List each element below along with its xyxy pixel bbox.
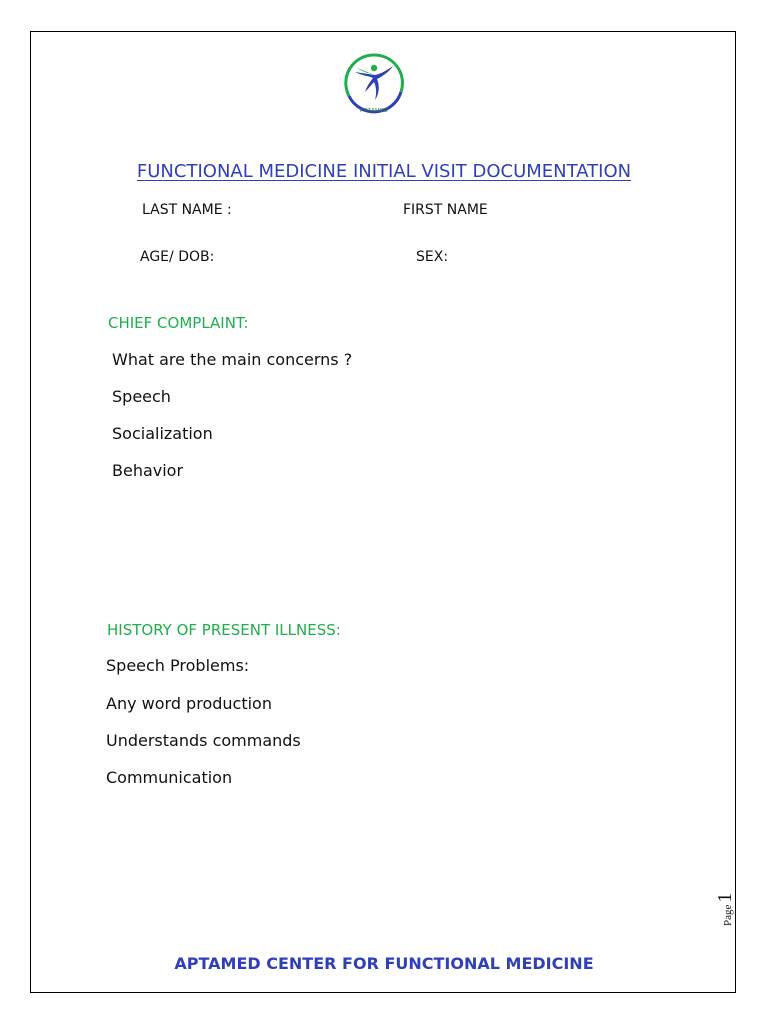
sex-label: SEX: [416,249,449,265]
aptamed-logo-icon [343,52,405,116]
logo-text: APTAMED [359,108,389,114]
history-item: Speech Problems: [106,656,250,675]
history-item: Any word production [106,694,272,713]
chief-complaint-item: What are the main concerns ? [112,350,353,369]
chief-complaint-item: Socialization [112,424,213,443]
page-number-value: 1 [714,892,736,903]
page-number [712,884,738,928]
age-dob-label: AGE/ DOB: [140,249,215,265]
chief-complaint-item: Speech [112,387,171,406]
chief-complaint-item: Behavior [112,461,184,480]
footer-text: APTAMED CENTER FOR FUNCTIONAL MEDICINE [174,954,594,973]
chief-complaint-heading: CHIEF COMPLAINT: [108,314,249,332]
aptamed-logo [343,52,405,116]
history-heading: HISTORY OF PRESENT ILLNESS: [107,621,341,639]
first-name-label: FIRST NAME [403,202,488,218]
history-item: Communication [106,768,233,787]
last-name-label: LAST NAME : [142,202,232,218]
page-label: Page [722,904,734,926]
document-title: FUNCTIONAL MEDICINE INITIAL VISIT DOCUMENTATION [136,161,632,182]
history-item: Understands commands [106,731,301,750]
